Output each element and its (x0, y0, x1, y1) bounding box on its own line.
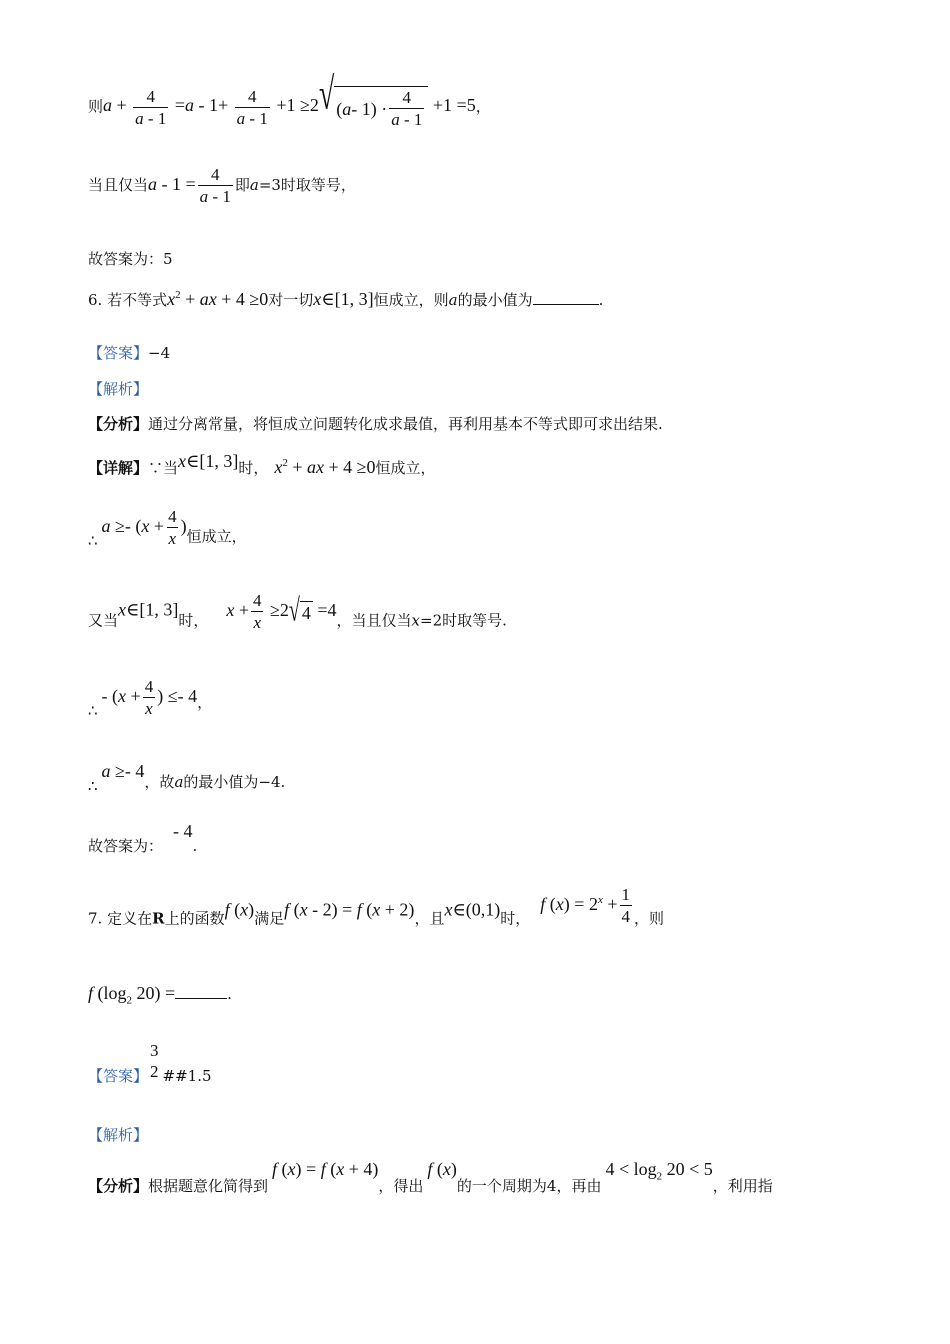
question-7 (88, 886, 664, 927)
q7-end: ，则 (634, 909, 665, 928)
because-text: ∵当 (148, 459, 179, 477)
math-neg-le: - (x + $\frac{4}{x}$ ) ≤- 4 (101, 677, 198, 718)
text-ji: 即 (234, 176, 250, 194)
var-a: a (448, 291, 458, 309)
math-eq-condition: a - 1 = $\frac{4}{a - 1}$ (148, 165, 231, 206)
text-gudaan: 故答案为： (88, 837, 164, 855)
var-a: a (249, 176, 259, 194)
var-a: a (174, 773, 184, 791)
text-eq3: =3时取等号， (258, 176, 356, 194)
comma: ， (197, 693, 213, 712)
text-dangqie: 当且仅当 (88, 176, 149, 194)
question-6 (88, 290, 603, 308)
text-youdang: 又当 (88, 611, 119, 630)
answer-blank (533, 304, 599, 305)
equality-condition-line (88, 166, 356, 205)
text-min: 的最小值为−4. (183, 773, 286, 791)
q6-mid1: 对一切 (268, 291, 314, 309)
math-three-halves: 3 2 (150, 1041, 159, 1081)
q7-mid3: ，且 (414, 909, 445, 928)
math-range: x∈[1, 3] (118, 599, 179, 620)
text-dangqie: ，当且仅当 (336, 611, 412, 630)
q7-mid1: 上的函数 (164, 909, 225, 928)
fenxi-text2: ，得出 (378, 1177, 424, 1195)
math-range: x∈[1, 3] (178, 451, 239, 471)
math-x-interval: x∈(0,1) (444, 899, 501, 920)
comma: ， (475, 97, 491, 116)
q7-prefix: 7. 定义在 (88, 909, 153, 928)
fenxi-tag: 【分析】 (88, 1177, 149, 1195)
therefore-line-2 (88, 678, 212, 719)
also-when-line (88, 592, 507, 631)
analysis-tag-7: 【解析】 (88, 1126, 149, 1144)
xiangjie-tag: 【详解】 (88, 459, 149, 477)
math-am-gm-x: x + $\frac{4}{x}$ ≥2 √ 4 =4 (226, 591, 337, 632)
text-shi: 时， (238, 459, 269, 477)
answer-blank (175, 998, 227, 999)
answer-summary-5: 故答案为：5 (88, 250, 173, 268)
math-fx-def: f $(x) = 2^x$ + $\frac{1}{4}$ (540, 885, 630, 926)
text-shi: 时， (178, 611, 209, 630)
q6-end: . (598, 291, 604, 309)
fenxi-text4: ，利用指 (712, 1177, 773, 1195)
fenxi-text: 通过分离常量，将恒成立问题转化成求最值，再利用基本不等式即可求出结果. (148, 415, 663, 433)
fenxi-text1: 根据题意化简得到 (148, 1177, 269, 1195)
period: . (227, 985, 232, 1003)
xiangjie-6 (88, 452, 436, 476)
answer-6 (88, 346, 170, 361)
q6-prefix: 6. 若不等式 (88, 291, 168, 309)
var-x: x (411, 611, 421, 630)
math-am-gm: a + $\frac{4}{a - 1}$ =a - 1+ $\frac{4}{a - 1}$ +1 ≥2 √ ( a - 1) · $\frac{4}{a - 1}$ +1 =5 (103, 70, 476, 129)
math-f-log: f ($\log_2$ 20) = (88, 983, 176, 1007)
set-R: R (152, 909, 165, 928)
math-a-ge: a ≥- (x + $\frac{4}{x}$ ) (101, 507, 187, 548)
inequality-line-1 (88, 70, 491, 129)
answer-summary-6 (88, 822, 197, 854)
math-q6-ineq: $x^2$ + ax + 4 ≥0 (167, 289, 269, 309)
question-7-cont (88, 984, 232, 1007)
therefore-line-3 (88, 762, 285, 794)
q6-mid3: 的最小值为 (457, 291, 533, 309)
therefore-line-1 (88, 508, 247, 549)
q6-mid2: 恒成立，则 (373, 291, 449, 309)
text-gu: ，故 (144, 773, 175, 791)
answer-tag: 【答案】 (88, 344, 149, 362)
math-neg4: - 4 (173, 821, 193, 841)
fenxi-tag: 【分析】 (88, 415, 149, 433)
fenxi-6 (88, 417, 663, 432)
period: . (192, 837, 198, 855)
math-q6-range: x∈[1, 3] (313, 289, 374, 309)
q7-mid2: 满足 (254, 909, 285, 928)
q7-mid4: 时， (500, 909, 531, 928)
math-period-eq: f (x) = f (x + 4) (272, 1159, 379, 1179)
math-fx: f (x) (224, 899, 255, 920)
answer-tag: 【答案】 (88, 1067, 149, 1085)
math-ineq: $x^2$ + ax + 4 ≥0 (274, 457, 376, 477)
answer-alt: ##1.5 (162, 1067, 212, 1085)
therefore-symbol: ∴ (88, 777, 98, 795)
therefore-symbol: ∴ (88, 701, 98, 720)
text-hcl: 恒成立， (186, 527, 247, 546)
math-fx-rel: f (x - 2) = f (x + 2) (284, 899, 415, 920)
analysis-tag-6: 【解析】 (88, 380, 149, 398)
math-log-bound: $4 < \log_2 20 < 5$ (605, 1159, 713, 1183)
math-a-ge-neg4: a ≥- 4 (101, 761, 145, 781)
therefore-symbol: ∴ (88, 531, 98, 550)
text-hcl: 恒成立， (375, 459, 436, 477)
text-eq2: =2时取等号. (420, 611, 507, 630)
text-ze: 则 (88, 97, 104, 116)
math-fx: f (x) (427, 1159, 457, 1179)
answer-7 (88, 1042, 212, 1084)
fenxi-7 (88, 1160, 773, 1194)
fenxi-text3: 的一个周期为4，再由 (456, 1177, 602, 1195)
answer-value: −4 (148, 344, 171, 362)
